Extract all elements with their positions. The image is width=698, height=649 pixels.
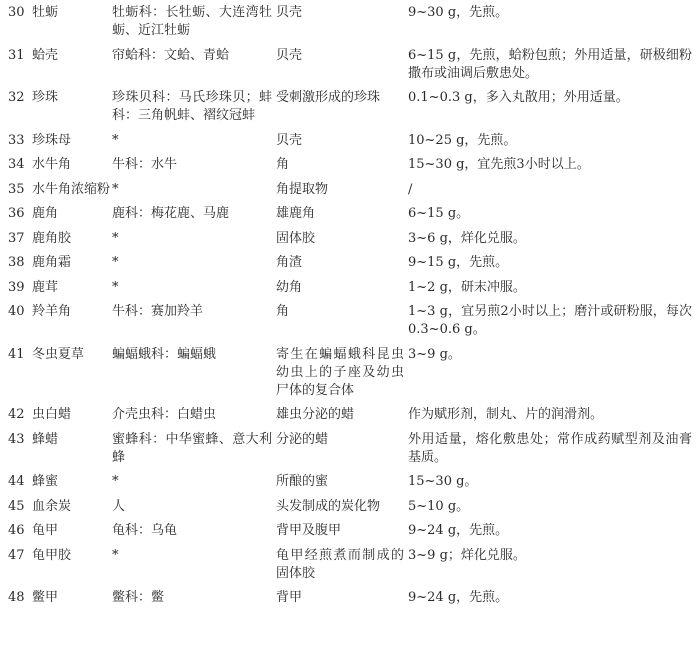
medicinal-part: 所酿的蜜 [276,474,329,489]
medicine-name: 蛤壳 [32,47,59,63]
source-family: * [112,230,119,246]
table-row [0,132,698,157]
medicine-name: 羚羊角 [32,304,72,319]
table-row [0,156,698,181]
source-family: * [112,474,119,489]
usage-dosage: 3~9 g。 [408,346,461,362]
usage-dosage: 9~15 g，先煎。 [408,255,509,270]
medicine-name: 珍珠母 [32,132,72,148]
usage-dosage: / [408,181,413,197]
source-family: 牡蛎科：长牡蛎、大连湾牡蛎、近江牡蛎 [112,5,272,38]
table-row [0,89,698,132]
row-number: 41 [8,346,25,362]
source-family: 介壳虫科：白蜡虫 [112,407,217,422]
medicinal-part: 贝壳 [276,132,303,148]
row-number: 34 [8,157,25,172]
source-family: 人 [112,498,126,514]
usage-dosage: 10~25 g，先煎。 [408,132,517,148]
usage-dosage: 5~10 g。 [408,498,470,514]
row-number: 30 [8,5,25,20]
table-row [0,254,698,279]
source-family: 牛科：水牛 [112,157,178,172]
medicinal-part: 龟甲经煎煮而制成的固体胶 [276,547,404,581]
medicinal-part: 头发制成的炭化物 [276,498,381,514]
table-row [0,522,698,547]
table-row [0,473,698,498]
medicinal-part: 角 [276,304,290,319]
usage-dosage: 3~6 g，烊化兑服。 [408,230,526,246]
medicine-name: 鳖甲 [32,590,59,605]
medicinal-part: 雄虫分泌的蜡 [276,407,355,422]
medicinal-part: 贝壳 [276,5,303,20]
row-number: 43 [8,431,25,447]
medicine-name: 鹿角 [32,206,59,221]
source-family: * [112,132,119,148]
source-family: * [112,547,119,563]
source-family: * [112,279,119,295]
medicine-name: 虫白蜡 [32,407,72,422]
usage-dosage: 作为赋形剂，制丸、片的润滑剂。 [408,407,604,422]
source-family: * [112,255,119,270]
medicine-name: 蜂蜜 [32,474,59,489]
usage-dosage: 0.1~0.3 g，多入丸散用；外用适量。 [408,90,629,105]
table-row [0,406,698,431]
usage-dosage: 6~15 g，先煎，蛤粉包煎；外用适量，研极细粉撒布或油调后敷患处。 [408,47,692,81]
row-number: 35 [8,181,25,197]
row-number: 42 [8,407,25,422]
row-number: 44 [8,474,25,489]
usage-dosage: 9~30 g，先煎。 [408,5,509,20]
medicine-name: 鹿角霜 [32,255,72,270]
source-family: 鳖科：鳖 [112,590,165,605]
medicine-name: 蜂蜡 [32,431,59,447]
table-row [0,589,698,614]
medicine-name: 血余炭 [32,498,72,514]
row-number: 31 [8,47,25,63]
table-row [0,303,698,346]
medicine-name: 鹿角胶 [32,230,72,246]
usage-dosage: 外用适量，熔化敷患处；常作成药赋型剂及油膏基质。 [408,431,692,465]
medicine-name: 龟甲胶 [32,547,72,563]
medicinal-part: 分泌的蜡 [276,431,329,447]
source-family: 蜜蜂科：中华蜜蜂、意大利蜂 [112,431,272,465]
usage-dosage: 9~24 g，先煎。 [408,590,509,605]
source-family: 龟科：乌龟 [112,523,178,538]
table-row [0,205,698,230]
medicine-name: 鹿茸 [32,279,59,295]
medicine-name: 龟甲 [32,523,59,538]
table-row [0,431,698,474]
usage-dosage: 6~15 g。 [408,206,470,221]
row-number: 45 [8,498,25,514]
row-number: 33 [8,132,25,148]
row-number: 36 [8,206,25,221]
table-row [0,346,698,407]
medicinal-part: 雄鹿角 [276,206,316,221]
usage-dosage: 15~30 g。 [408,474,478,489]
source-family: 蝙蝠蛾科：蝙蝠蛾 [112,346,217,362]
medicine-name: 水牛角浓缩粉 [32,181,111,197]
medicinal-part: 受刺激形成的珍珠 [276,90,381,105]
source-family: 鹿科：梅花鹿、马鹿 [112,206,230,221]
source-family: 帘蛤科：文蛤、青蛤 [112,47,230,63]
usage-dosage: 3~9 g；烊化兑服。 [408,547,526,563]
medicine-name: 水牛角 [32,157,72,172]
row-number: 40 [8,304,25,319]
medicinal-part: 幼角 [276,279,303,295]
table-row [0,181,698,206]
table-row [0,279,698,304]
medicine-name: 珍珠 [32,90,59,105]
row-number: 47 [8,547,25,563]
source-family: 牛科：赛加羚羊 [112,304,204,319]
usage-dosage: 1~3 g，宜另煎2小时以上；磨汁或研粉服，每次0.3~0.6 g。 [408,304,692,337]
table-row [0,498,698,523]
medicinal-part: 固体胶 [276,230,316,246]
medicine-name: 牡蛎 [32,5,59,20]
usage-dosage: 15~30 g，宜先煎3小时以上。 [408,157,590,172]
table-row [0,47,698,90]
usage-dosage: 9~24 g，先煎。 [408,523,509,538]
table-row [0,547,698,590]
row-number: 32 [8,90,25,105]
row-number: 37 [8,230,25,246]
medicinal-part: 角 [276,157,290,172]
medicinal-part: 背甲 [276,590,303,605]
row-number: 39 [8,279,25,295]
medicine-name: 冬虫夏草 [32,346,85,362]
source-family: * [112,181,119,197]
medicinal-part: 背甲及腹甲 [276,523,342,538]
row-number: 38 [8,255,25,270]
table-row [0,4,698,47]
source-family: 珍珠贝科：马氏珍珠贝；蚌科：三角帆蚌、褶纹冠蚌 [112,90,272,123]
table-row [0,230,698,255]
medicinal-part: 贝壳 [276,47,303,63]
medicinal-part: 寄生在蝙蝠蛾科昆虫幼虫上的子座及幼虫尸体的复合体 [276,346,404,398]
medicinal-part: 角渣 [276,255,303,270]
usage-dosage: 1~2 g，研末冲服。 [408,279,526,295]
row-number: 46 [8,523,25,538]
row-number: 48 [8,590,25,605]
medicinal-part: 角提取物 [276,181,329,197]
